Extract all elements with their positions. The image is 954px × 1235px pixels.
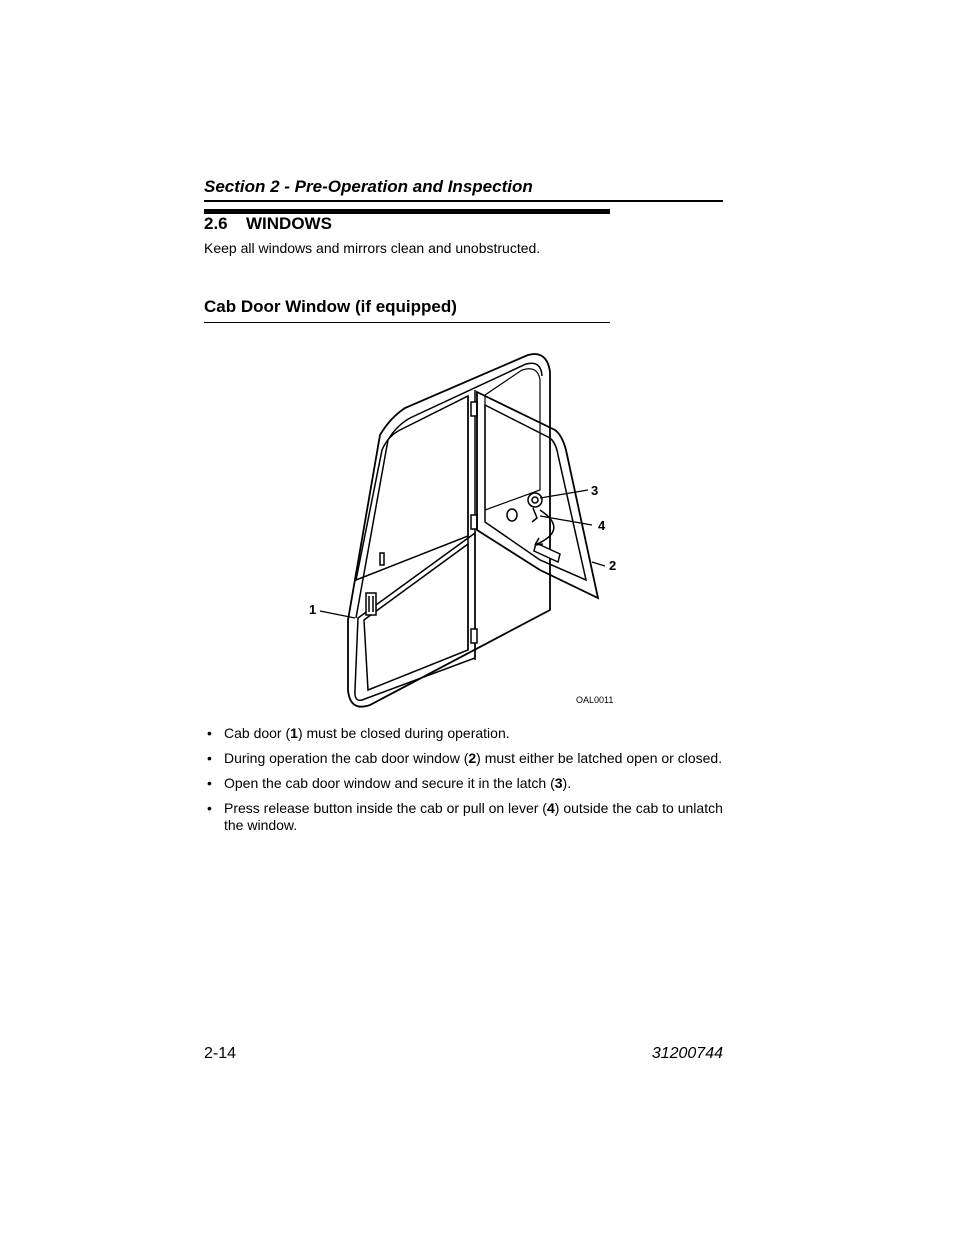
header-rule: [204, 200, 723, 202]
door-lower-panel: [355, 533, 475, 700]
door-upper-glass: [356, 396, 468, 580]
latch: [528, 493, 542, 507]
section-title: WINDOWS: [246, 214, 332, 233]
release-button: [507, 509, 517, 521]
hinge-bottom: [471, 629, 477, 643]
document-number: 31200744: [651, 1045, 723, 1062]
callout-3: 3: [591, 483, 599, 498]
list-item: • During operation the cab door window (2) must either be latched open or closed.: [207, 750, 723, 766]
section-header: Section 2 - Pre-Operation and Inspection: [204, 177, 533, 196]
page-number: 2-14: [204, 1045, 237, 1062]
intro-text: Keep all windows and mirrors clean and unobstructed.: [204, 240, 541, 256]
section-number: 2.6: [204, 214, 228, 233]
cab-frame-outline: [348, 354, 550, 707]
leader-4: [540, 516, 592, 525]
cab-door-figure: [300, 340, 630, 720]
leader-2: [592, 562, 605, 566]
door-lower-inner: [364, 544, 468, 690]
leader-3: [540, 490, 588, 498]
cab-door-illustration: [300, 340, 630, 720]
door-handle: [366, 593, 376, 615]
subsection-title: Cab Door Window (if equipped): [204, 297, 457, 316]
callout-1: 1: [309, 602, 317, 617]
list-item: • Open the cab door window and secure it in the latch (3).: [207, 775, 572, 791]
cab-frame-inner: [356, 363, 542, 618]
section-heading: [204, 214, 332, 234]
subsection-rule: [204, 322, 610, 323]
callout-4: 4: [598, 518, 606, 533]
list-item: • Cab door (1) must be closed during operation.: [207, 725, 510, 741]
list-item: • Press release button inside the cab or pull on lever (4) outside the cab to unlatch the window.: [207, 800, 723, 833]
instruction-list: [204, 725, 729, 842]
figure-id: OAL0011: [576, 695, 614, 705]
lever: [532, 508, 537, 522]
callout-2: 2: [609, 558, 617, 573]
